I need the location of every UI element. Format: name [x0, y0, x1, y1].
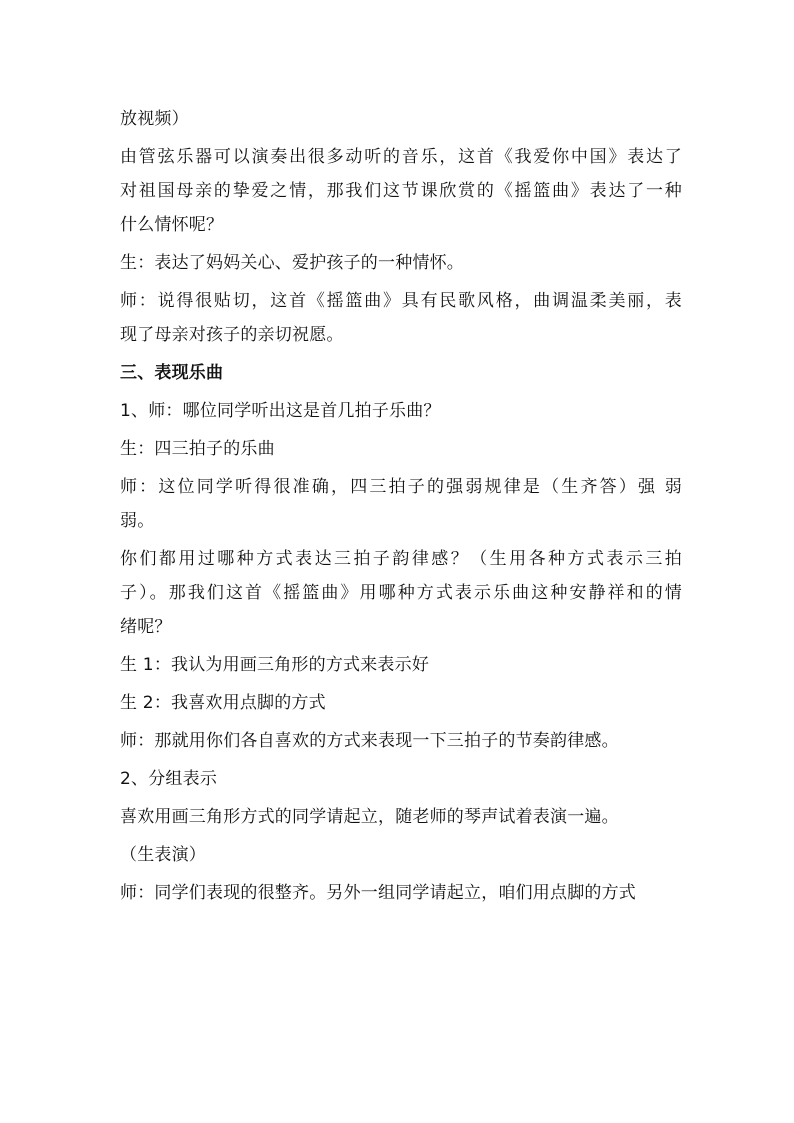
- text-line: 生 1：我认为用画三角形的方式来表示好: [120, 655, 430, 675]
- text-line: 对祖国母亲的挚爱之情，那我们这节课欣赏的《摇篮曲》表达了一种: [120, 181, 682, 201]
- paragraph-1: [120, 140, 682, 242]
- paragraph-15: [120, 876, 682, 910]
- paragraph-9: [120, 648, 682, 682]
- text-line: 弱。: [120, 511, 155, 531]
- text-line: 师：这位同学听得很准确，四三拍子的强弱规律是（生齐答）强 弱: [120, 477, 682, 497]
- text-line: 你们都用过哪种方式表达三拍子韵律感？（生用各种方式表示三拍: [120, 549, 682, 569]
- paragraph-8: [120, 542, 682, 644]
- text-line: 生：四三拍子的乐曲: [120, 439, 275, 459]
- paragraph-7: [120, 470, 682, 538]
- text-line: 师：说得很贴切，这首《摇篮曲》具有民歌风格，曲调温柔美丽，表: [120, 291, 682, 311]
- text-line: 子）。那我们这首《摇篮曲》用哪种方式表示乐曲这种安静祥和的情: [120, 583, 682, 603]
- paragraph-14: [120, 838, 682, 872]
- paragraph-13: [120, 800, 682, 834]
- paragraph-2: [120, 246, 682, 280]
- text-line: 生：表达了妈妈关心、爱护孩子的一种情怀。: [120, 253, 464, 273]
- text-line: 喜欢用画三角形方式的同学请起立，随老师的琴声试着表演一遍。: [120, 807, 619, 827]
- text-line: 由管弦乐器可以演奏出很多动听的音乐，这首《我爱你中国》表达了: [120, 147, 682, 167]
- text-line: 现了母亲对孩子的亲切祝愿。: [120, 325, 344, 345]
- section-heading: [120, 356, 682, 390]
- text-line: 放视频）: [120, 109, 189, 129]
- text-line: 师：同学们表现的很整齐。另外一组同学请起立，咱们用点脚的方式: [120, 883, 636, 903]
- document-body: [120, 102, 682, 914]
- section-title: 三、表现乐曲: [120, 363, 224, 383]
- text-line: 生 2：我喜欢用点脚的方式: [120, 693, 326, 713]
- text-line: 1、师：哪位同学听出这是首几拍子乐曲？: [120, 401, 441, 421]
- paragraph-12: [120, 762, 682, 796]
- paragraph-10: [120, 686, 682, 720]
- text-line: 师：那就用你们各自喜欢的方式来表现一下三拍子的节奏韵律感。: [120, 731, 619, 751]
- paragraph-11: [120, 724, 682, 758]
- text-line: 2、分组表示: [120, 769, 218, 789]
- paragraph-5: [120, 394, 682, 428]
- paragraph-6: [120, 432, 682, 466]
- text-line: 绪呢？: [120, 617, 172, 637]
- text-line: （生表演）: [120, 845, 206, 865]
- paragraph-3: [120, 284, 682, 352]
- text-line: 什么情怀呢？: [120, 215, 224, 235]
- paragraph-0: [120, 102, 682, 136]
